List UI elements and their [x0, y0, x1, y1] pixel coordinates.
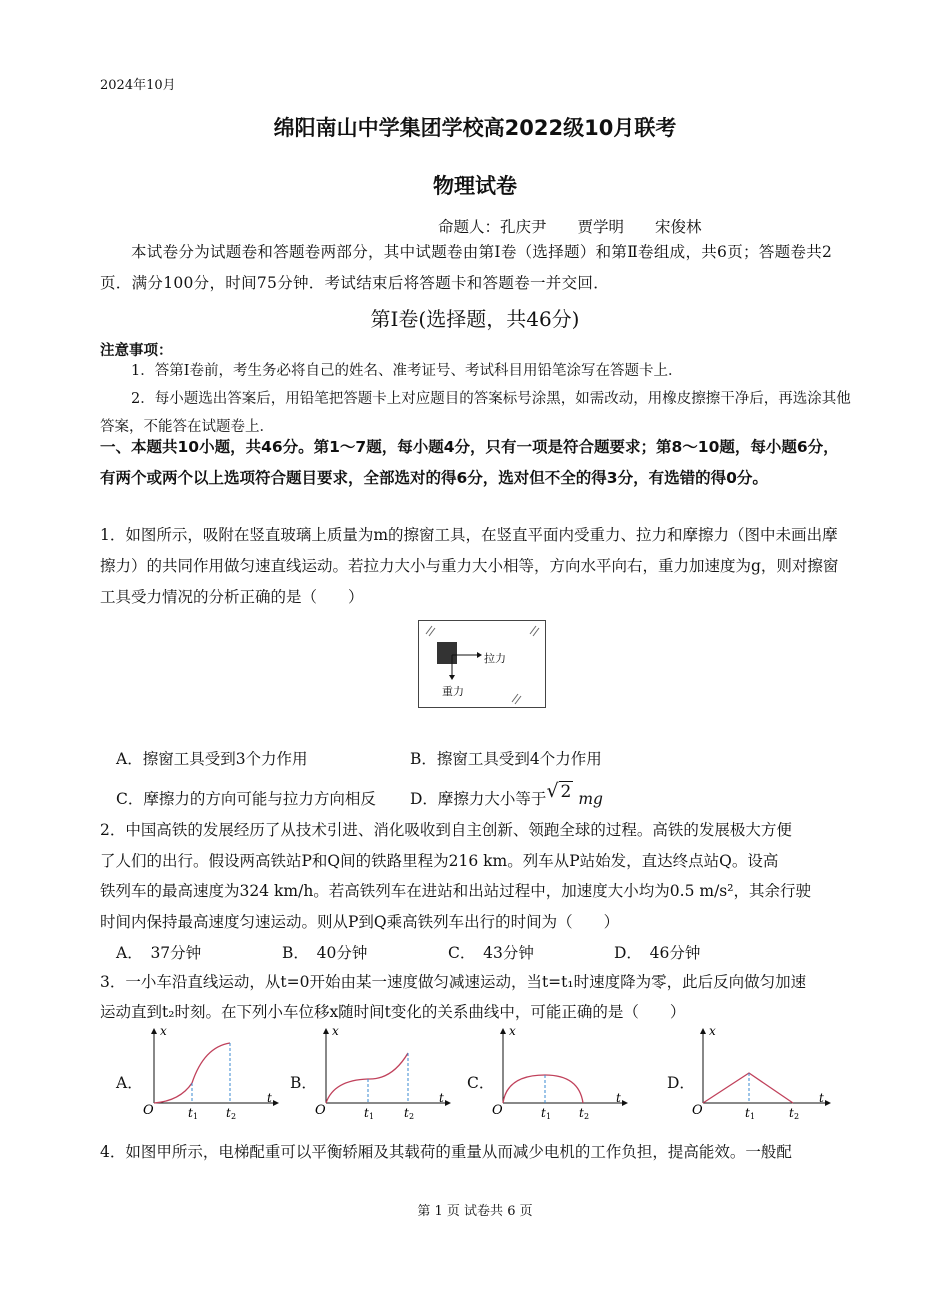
- svg-text:t: t: [616, 1091, 621, 1105]
- q2-option-c[interactable]: C． 43分钟: [448, 944, 534, 962]
- section-title: 第Ⅰ卷(选择题，共46分): [370, 307, 580, 331]
- q1-option-c[interactable]: C．摩擦力的方向可能与拉力方向相反: [116, 790, 376, 808]
- header-date: 2024年10月: [100, 78, 176, 93]
- svg-text:1: 1: [193, 1112, 199, 1120]
- svg-text:2: 2: [409, 1112, 415, 1120]
- q2-option-d[interactable]: D． 46分钟: [614, 944, 701, 962]
- svg-text:O: O: [692, 1103, 703, 1118]
- q2-stem-line: 2．中国高铁的发展经历了从技术引进、消化吸收到自主创新、领跑全球的过程。高铁的发展极大方便: [100, 821, 792, 839]
- exam-subtitle: 物理试卷: [433, 174, 517, 198]
- q3-option-d-label[interactable]: D．: [667, 1074, 695, 1092]
- q1-option-d[interactable]: D．摩擦力大小等于√ 2 mg: [410, 780, 603, 808]
- svg-text:1: 1: [750, 1112, 756, 1120]
- q2-stem-line: 了人们的出行。假设两高铁站P和Q间的铁路里程为216 km。列车从P站始发，直达终点站Q。设高: [100, 852, 779, 870]
- q1-option-b[interactable]: B．擦窗工具受到4个力作用: [410, 750, 602, 768]
- pull-force-label: 拉力: [484, 652, 506, 665]
- q3-option-b-label[interactable]: B．: [290, 1074, 317, 1092]
- svg-text:1: 1: [369, 1112, 375, 1120]
- svg-text:1: 1: [546, 1112, 552, 1120]
- svg-text:O: O: [492, 1103, 503, 1118]
- svg-text:O: O: [315, 1103, 326, 1118]
- q3-stem-line: 3．一小车沿直线运动，从t=0开始由某一速度做匀减速运动，当t=t₁时速度降为零，此后反向做匀加速: [100, 973, 807, 991]
- svg-text:t: t: [404, 1106, 409, 1120]
- svg-text:t: t: [226, 1106, 231, 1120]
- authors: 命题人：孔庆尹 贾学明 宋俊林: [438, 218, 702, 236]
- part1-instructions: 一、本题共10小题，共46分。第1～7题，每小题4分，只有一项是符合题要求；第8～10题，每小题6分，有两个或两个以上选项符合题目要求，全部选对的得6分，选对但不全的得3分，有选错的得0分。: [100, 438, 839, 487]
- q3-option-c-label[interactable]: C．: [467, 1074, 495, 1092]
- q3-graph-b[interactable]: [312, 1025, 452, 1120]
- notice-item: 1．答第Ⅰ卷前，考生务必将自己的姓名、准考证号、考试科目用铅笔涂写在答题卡上．: [131, 363, 683, 379]
- svg-text:x: x: [332, 1025, 339, 1038]
- exam-title: 绵阳南山中学集团学校高2022级10月联考: [273, 116, 677, 140]
- intro-paragraph: 本试卷分为试题卷和答题卷两部分，其中试题卷由第Ⅰ卷（选择题）和第Ⅱ卷组成，共6页；答题卷共2页．满分100分，时间75分钟．考试结束后将答题卡和答题卷一并交回．: [100, 243, 833, 292]
- svg-text:x: x: [509, 1025, 516, 1038]
- svg-text:t: t: [745, 1106, 750, 1120]
- svg-text:t: t: [819, 1091, 824, 1105]
- q3-graph-a[interactable]: [140, 1025, 280, 1120]
- page-footer: 第 1 页 试卷共 6 页: [417, 1204, 533, 1219]
- q2-option-a[interactable]: A． 37分钟: [116, 944, 202, 962]
- svg-text:t: t: [439, 1091, 444, 1105]
- svg-text:t: t: [541, 1106, 546, 1120]
- q2-option-b[interactable]: B． 40分钟: [282, 944, 368, 962]
- q2-stem-line: 时间内保持最高速度匀速运动。则从P到Q乘高铁列车出行的时间为（ ）: [100, 913, 620, 931]
- svg-text:t: t: [267, 1091, 272, 1105]
- svg-text:x: x: [160, 1025, 167, 1038]
- q3-stem-line: 运动直到t₂时刻。在下列小车位移x随时间t变化的关系曲线中，可能正确的是（ ）: [100, 1003, 686, 1021]
- svg-text:t: t: [188, 1106, 193, 1120]
- q1-option-a[interactable]: A．擦窗工具受到3个力作用: [116, 750, 308, 768]
- svg-text:2: 2: [584, 1112, 590, 1120]
- q3-option-a-label[interactable]: A．: [116, 1074, 143, 1092]
- gravity-label: 重力: [442, 685, 464, 698]
- notice-title: 注意事项：: [100, 343, 173, 359]
- svg-text:O: O: [143, 1103, 154, 1118]
- q2-stem-line: 铁列车的最高速度为324 km/h。若高铁列车在进站和出站过程中，加速度大小均为0.5 m/s²，其余行驶: [100, 882, 811, 900]
- svg-text:2: 2: [231, 1112, 237, 1120]
- svg-text:t: t: [579, 1106, 584, 1120]
- svg-text:t: t: [789, 1106, 794, 1120]
- svg-text:2: 2: [794, 1112, 800, 1120]
- q3-graph-d[interactable]: [689, 1025, 834, 1120]
- q4-stem: 4．如图甲所示，电梯配重可以平衡轿厢及其载荷的重量从而减少电机的工作负担，提高能效。一般配: [100, 1143, 792, 1161]
- svg-text:t: t: [364, 1106, 369, 1120]
- notice-item: 2．每小题选出答案后，用铅笔把答题卡上对应题目的答案标号涂黑，如需改动，用橡皮擦擦干净后，再选涂其他答案，不能答在试题卷上．: [100, 391, 851, 435]
- q3-graph-c[interactable]: [489, 1025, 629, 1120]
- q1-stem: 1．如图所示，吸附在竖直玻璃上质量为m的擦窗工具，在竖直平面内受重力、拉力和摩擦力（图中未画出摩擦力）的共同作用做匀速直线运动。若拉力大小与重力大小相等，方向水平向右，重力加速度为g，则对擦窗工具受力情况的分析正确的是（ ）: [100, 526, 839, 606]
- q1-figure: [418, 620, 546, 708]
- svg-text:x: x: [709, 1025, 716, 1038]
